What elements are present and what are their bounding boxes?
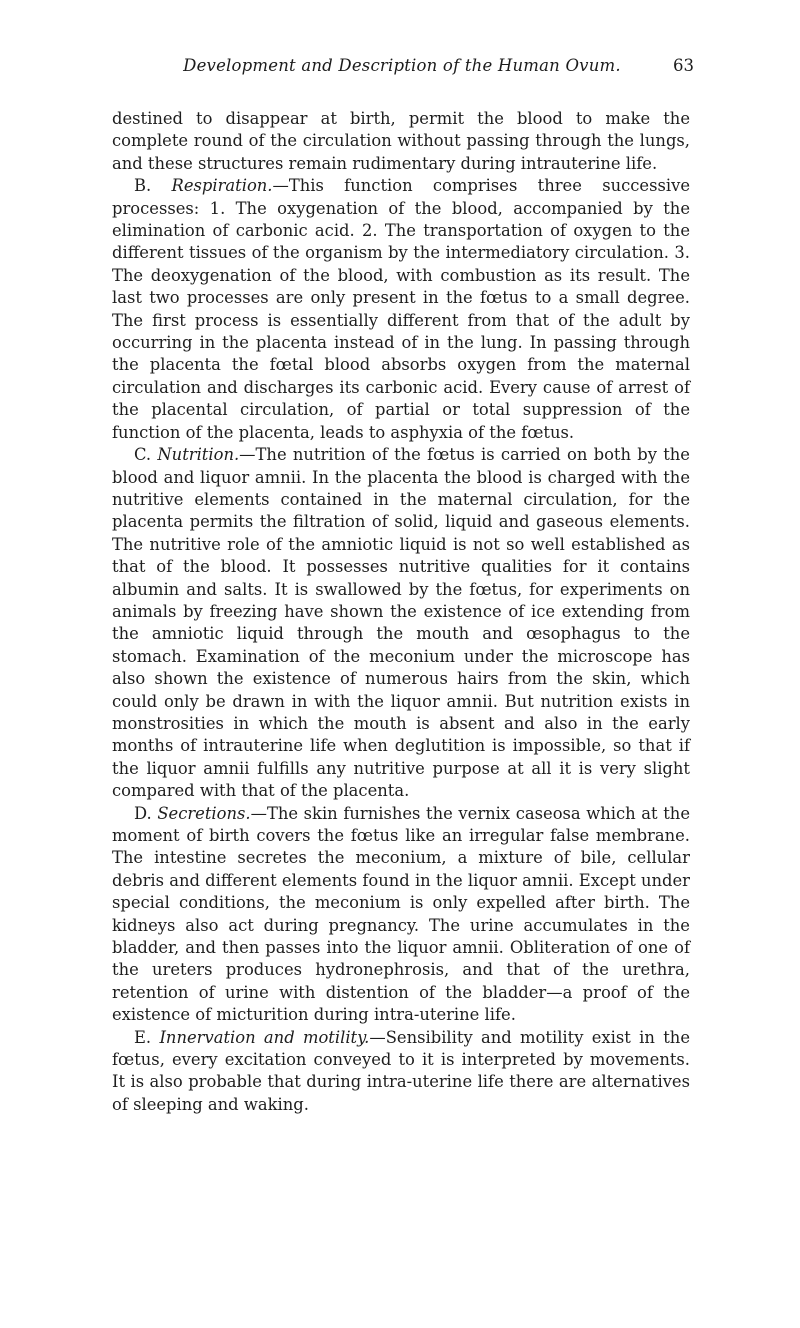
paragraph-text: —The nutrition of the fœtus is carried on both by the blood and liquor amnii. In the placenta the blood is charged with the nutritive elements contained in the maternal circulation, for the placenta permits the filtration of solid, liquid and gaseous elements. The nutritive role of the amniotic liquid is not so well established as that of the blood. It possesses nutritive qualities for it contains albumin and salts. It is swallowed by the fœtus, for experiments on animals by freezing have shown the existence of ice extending from the amniotic liquid through the mouth and œsophagus to the stomach. Examination of the meconium under the microscope has also shown the existence of numerous hairs from the skin, which could only be drawn in with the liquor amnii. But nutrition exists in monstrosities in which the mouth is absent and also in the early months of intrauterine life when deglutition is impossible, so that if the liquor amnii fulfills any nutritive purpose at all it is very slight compared with that of the placenta. [112,445,690,801]
section-label: B. [134,176,152,196]
section-label: D. [134,803,152,823]
paragraph-secretions [112,803,690,1027]
paragraph-text: destined to disappear at birth, permit the blood to make the complete round of the circulation without passing through the lungs, and these structures remain rudimentary during intrauterine life. [112,109,690,173]
paragraph-respiration [112,175,690,444]
paragraph-text: —This function comprises three successive processes: 1. The oxygenation of the blood, accompanied by the elimination of carbonic acid. 2. The transportation of oxygen to the different tissues of the organism by the intermediatory circulation. 3. The deoxygenation of the blood, with combustion as its result. The last two processes are only present in the fœtus to a small degree. The first process is essentially different from that of the adult by occurring in the placenta instead of in the lung. In passing through the placenta the fœtal blood absorbs oxygen from the maternal circulation and discharges its carbonic acid. Every cause of arrest of the placental circulation, of partial or total suppression of the function of the placenta, leads to asphyxia of the fœtus. [112,176,690,442]
running-title: Development and Description of the Human Ovum. [183,56,621,75]
section-label: C. [134,445,152,465]
section-heading: Innervation and motility. [159,1027,370,1047]
page-number: 63 [673,56,694,75]
paragraph-text: —Sensibility and motility exist in the fœtus, every excitation conveyed to it is interpreted by movements. It is also probable that during intra-uterine life there are alternatives of sleeping and waking. [112,1027,690,1114]
body-text [112,108,690,1116]
paragraph-text: —The skin furnishes the vernix caseosa which at the moment of birth covers the fœtus like an irregular false membrane. The intestine secretes the meconium, a mixture of bile, cellular debris and different elements found in the liquor amnii. Except under special conditions, the meconium is only expelled after birth. The kidneys also act during pregnancy. The urine accumulates in the bladder, and then passes into the liquor amnii. Obliteration of one of the ureters produces hydronephrosis, and that of the urethra, retention of urine with distention of the bladder—a proof of the existence of micturition during intra-uterine life. [112,803,691,1025]
paragraph-nutrition [112,444,690,803]
section-heading: Nutrition. [157,445,240,465]
paragraph-innervation [112,1027,690,1117]
paragraph-circulation-continued [112,108,690,175]
section-label: E. [134,1027,152,1047]
section-heading: Secretions. [157,803,251,823]
section-heading: Respiration. [171,176,273,196]
running-header [110,52,694,82]
